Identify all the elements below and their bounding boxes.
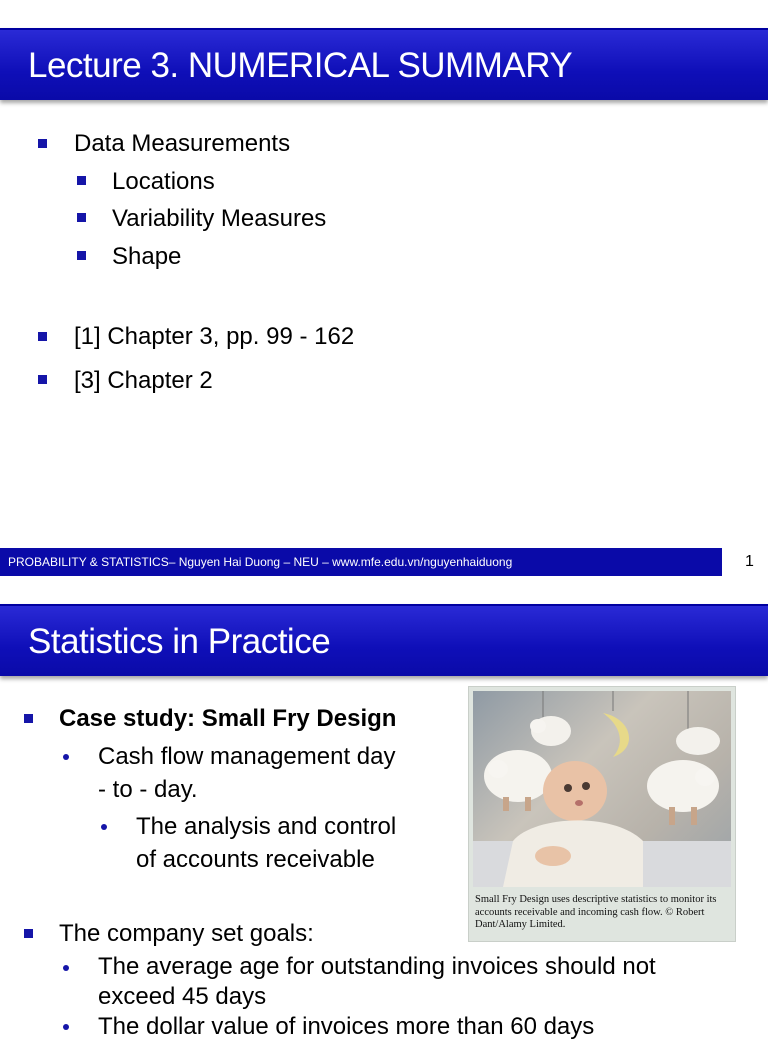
bullet-square-icon (77, 251, 86, 260)
page-number: 1 (745, 553, 754, 570)
slide-separator (0, 580, 768, 598)
bullet-square-icon (24, 929, 33, 938)
bullet-dot-icon (63, 754, 69, 760)
baby-mobile-photo (473, 691, 731, 887)
bullet-cash-flow-line-2: - to - day. (98, 776, 198, 803)
baby-mobile-illustration (473, 691, 731, 887)
bullet-variability-measures: Variability Measures (112, 205, 327, 232)
bullet-reference-1: [1] Chapter 3, pp. 99 - 162 (74, 323, 355, 350)
bullet-locations: Locations (112, 168, 215, 195)
bullet-square-icon (38, 139, 47, 148)
bullet-dot-icon (101, 824, 107, 830)
bullet-average-age-line-2: exceed 45 days (98, 983, 267, 1010)
bullet-analysis-line-1: The analysis and control (136, 813, 397, 840)
slide-2-title-bar (0, 604, 768, 676)
bullet-square-icon (38, 375, 47, 384)
bullet-analysis-line-2: of accounts receivable (136, 846, 375, 873)
slide-1-title: Lecture 3. NUMERICAL SUMMARY (28, 46, 573, 85)
slide-2-title: Statistics in Practice (28, 622, 331, 661)
slide-2 (0, 598, 768, 1040)
bullet-dollar-value: The dollar value of invoices more than 60 days (98, 1013, 595, 1040)
bullet-square-icon (38, 332, 47, 341)
bullet-square-icon (77, 213, 86, 222)
bullet-square-icon (24, 714, 33, 723)
bullet-dot-icon (63, 1024, 69, 1030)
bullet-data-measurements: Data Measurements (74, 130, 291, 157)
bullet-company-goals: The company set goals: (59, 920, 314, 947)
slide-1-footer-bar (0, 548, 722, 576)
bullet-case-study: Case study: Small Fry Design (59, 705, 397, 732)
bullet-dot-icon (63, 965, 69, 971)
footer-text: PROBABILITY & STATISTICS– Nguyen Hai Duong – NEU – www.mfe.edu.vn/nguyenhaiduong (8, 555, 513, 569)
photo-caption: Small Fry Design uses descriptive statistics to monitor its accounts receivable and incoming cash flow. © Robert Dant/Alamy Limited. (475, 894, 717, 930)
bullet-reference-3: [3] Chapter 2 (74, 367, 213, 394)
bullet-cash-flow-line-1: Cash flow management day (98, 743, 396, 770)
bullet-average-age-line-1: The average age for outstanding invoices should not (98, 953, 656, 980)
slide-1-title-bar (0, 28, 768, 100)
bullet-square-icon (77, 176, 86, 185)
bullet-shape: Shape (112, 243, 182, 270)
case-study-photo-frame (468, 686, 736, 942)
